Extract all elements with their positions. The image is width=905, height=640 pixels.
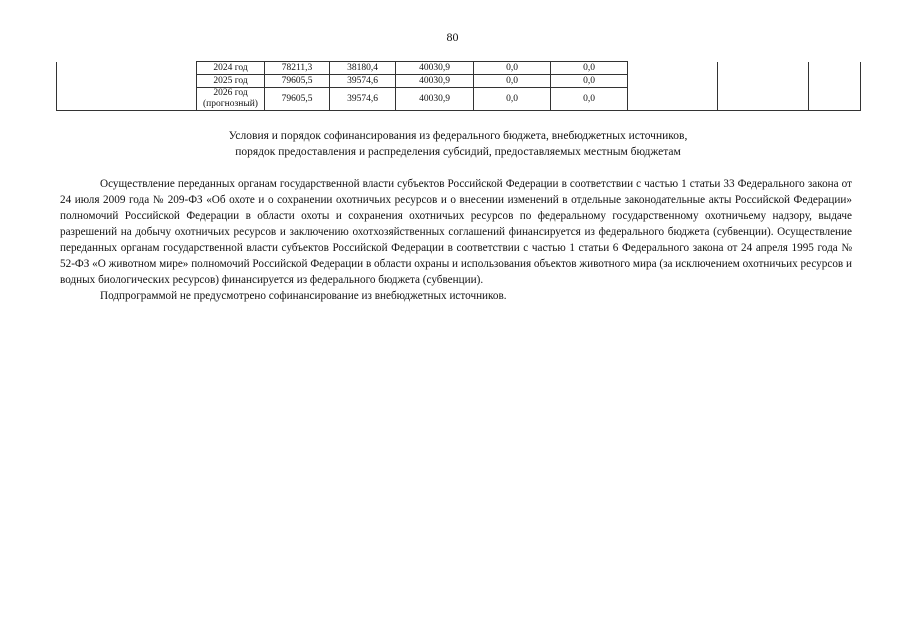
year-cell: 2025 год: [197, 75, 265, 88]
value-cell: 40030,9: [396, 88, 474, 111]
value-cell: 0,0: [474, 75, 551, 88]
value-cell: 0,0: [551, 75, 628, 88]
value-cell: 38180,4: [330, 62, 396, 75]
table-row: [57, 62, 861, 75]
value-cell: 0,0: [474, 62, 551, 75]
paragraph: Подпрограммой не предусмотрено софинансирование из внебюджетных источников.: [100, 290, 507, 302]
value-cell: 40030,9: [396, 62, 474, 75]
value-cell: 0,0: [474, 88, 551, 111]
table-blank-cell: [57, 62, 197, 111]
value-cell: 40030,9: [396, 75, 474, 88]
value-cell: 0,0: [551, 62, 628, 75]
table-blank-cell: [628, 62, 718, 111]
year-cell: 2026 год (прогнозный): [197, 88, 265, 111]
value-cell: 78211,3: [265, 62, 330, 75]
paragraph: Осуществление переданных органам государственной власти субъектов Российской Федерации в соответствии с частью 1 статьи 33 Федерального закона от 24 июля 2009 года № 209-ФЗ «Об охоте и о сохранении охотничьих ресурсов и о внесении изменений в отдельные законодательные акты Российской Федерации» полномочий Российской Федерации в области охоты и сохранения охотничьих ресурсов по федеральному государственному охотничьему надзору, выдаче разрешений на добычу охотничьих ресурсов и заключению охотхозяйственных соглашений финансируется из федерального бюджета (субвенции). Осуществление переданных органам государственной власти субъектов Российской Федерации в соответствии с частью 1 статьи 6 Федерального закона от 24 апреля 1995 года № 52-ФЗ «О животном мире» полномочий Российской Федерации в области охраны и использования объектов животного мира (за исключением охотничьих ресурсов и водных биологических ресурсов) финансируется из федерального бюджета (субвенции).: [60, 178, 852, 286]
value-cell: 39574,6: [330, 88, 396, 111]
section-heading: [56, 128, 860, 160]
year-cell: 2024 год: [197, 62, 265, 75]
table-blank-cell: [809, 62, 861, 111]
heading-line-2: порядок предоставления и распределения субсидий, предоставляемых местным бюджетам: [235, 146, 681, 158]
body-text: [60, 176, 852, 304]
page-number: 80: [446, 30, 459, 44]
value-cell: 79605,5: [265, 75, 330, 88]
value-cell: 39574,6: [330, 75, 396, 88]
budget-table: [56, 61, 861, 111]
value-cell: 0,0: [551, 88, 628, 111]
heading-line-1: Условия и порядок софинансирования из федерального бюджета, внебюджетных источников,: [228, 130, 688, 142]
value-cell: 79605,5: [265, 88, 330, 111]
table-blank-cell: [718, 62, 809, 111]
